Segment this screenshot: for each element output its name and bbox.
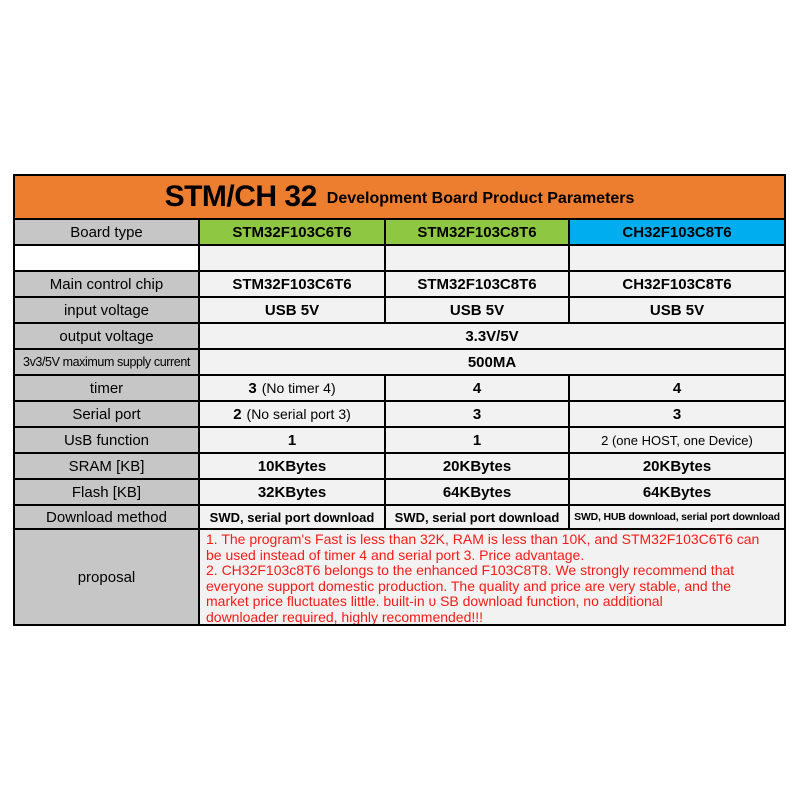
sram-value-3: 20KBytes [570, 454, 784, 478]
serial-value-3: 3 [570, 402, 784, 426]
download-value-3: SWD, HUB download, serial port download [570, 506, 784, 528]
row-label-flash: Flash [KB] [15, 480, 198, 504]
proposal-line: everyone support domestic production. The quality and price are very stable, and the [206, 577, 732, 594]
spacer-cell-1 [200, 246, 384, 270]
product-title: STM/CH 32 [164, 180, 317, 213]
row-label-main-control-chip: Main control chip [15, 272, 198, 296]
row-label-input-voltage: input voltage [15, 298, 198, 322]
row-label-output-voltage: output voltage [15, 324, 198, 348]
proposal-line: market price fluctuates little. built-in υ SB download function, no additional [206, 593, 663, 609]
usb-value-3: 2 (one HOST, one Device) [570, 428, 784, 452]
input-voltage-2: USB 5V [386, 298, 568, 322]
max-supply-current-value: 500MA [200, 350, 784, 374]
serial-value-1 [200, 402, 384, 426]
sram-value-1: 10KBytes [200, 454, 384, 478]
flash-value-2: 64KBytes [386, 480, 568, 504]
spacer-cell-3 [570, 246, 784, 270]
spacer-cell-2 [386, 246, 568, 270]
spacer-cell-label [15, 246, 198, 270]
column-header-stm32f103c8t6: STM32F103C8T6 [386, 220, 568, 244]
serial-count: 2 [233, 405, 242, 423]
row-label-timer: timer [15, 376, 198, 400]
output-voltage-value: 3.3V/5V [200, 324, 784, 348]
download-value-2: SWD, serial port download [386, 506, 568, 528]
product-subtitle: Development Board Product Parameters [326, 190, 635, 207]
timer-value-3: 4 [570, 376, 784, 400]
flash-value-1: 32KBytes [200, 480, 384, 504]
proposal-line: 2. CH32F103c8T6 belongs to the enhanced F103C8T8. We strongly recommend that [206, 562, 735, 578]
proposal-line: downloader required, highly recommended!!! [206, 608, 484, 624]
serial-value-2: 3 [386, 402, 568, 426]
serial-note: (No serial port 3) [246, 406, 351, 422]
timer-count: 3 [248, 379, 257, 397]
table-title-bar [15, 176, 784, 218]
column-header-ch32f103c8t6: CH32F103C8T6 [570, 220, 784, 244]
row-label-max-supply-current: 3v3/5V maximum supply current [15, 350, 198, 374]
input-voltage-1: USB 5V [200, 298, 384, 322]
chip-value-3: CH32F103C8T6 [570, 272, 784, 296]
proposal-text [200, 530, 784, 624]
proposal-line: 1. The program's Fast is less than 32K, RAM is less than 10K, and STM32F103C6T6 can [206, 531, 760, 547]
product-parameters-table [13, 174, 786, 626]
sram-value-2: 20KBytes [386, 454, 568, 478]
row-label-sram: SRAM [KB] [15, 454, 198, 478]
timer-value-2: 4 [386, 376, 568, 400]
row-label-download-method: Download method [15, 506, 198, 528]
input-voltage-3: USB 5V [570, 298, 784, 322]
timer-value-1 [200, 376, 384, 400]
download-value-1: SWD, serial port download [200, 506, 384, 528]
flash-value-3: 64KBytes [570, 480, 784, 504]
row-label-board-type: Board type [15, 220, 198, 244]
proposal-line: be used instead of timer 4 and serial port 3. Price advantage. [206, 546, 585, 563]
column-header-stm32f103c6t6: STM32F103C6T6 [200, 220, 384, 244]
usb-value-2: 1 [386, 428, 568, 452]
row-label-serial-port: Serial port [15, 402, 198, 426]
row-label-usb-function: UsB function [15, 428, 198, 452]
usb-value-1: 1 [200, 428, 384, 452]
chip-value-1: STM32F103C6T6 [200, 272, 384, 296]
row-label-proposal: proposal [15, 530, 198, 624]
timer-note: (No timer 4) [261, 380, 336, 396]
chip-value-2: STM32F103C8T6 [386, 272, 568, 296]
